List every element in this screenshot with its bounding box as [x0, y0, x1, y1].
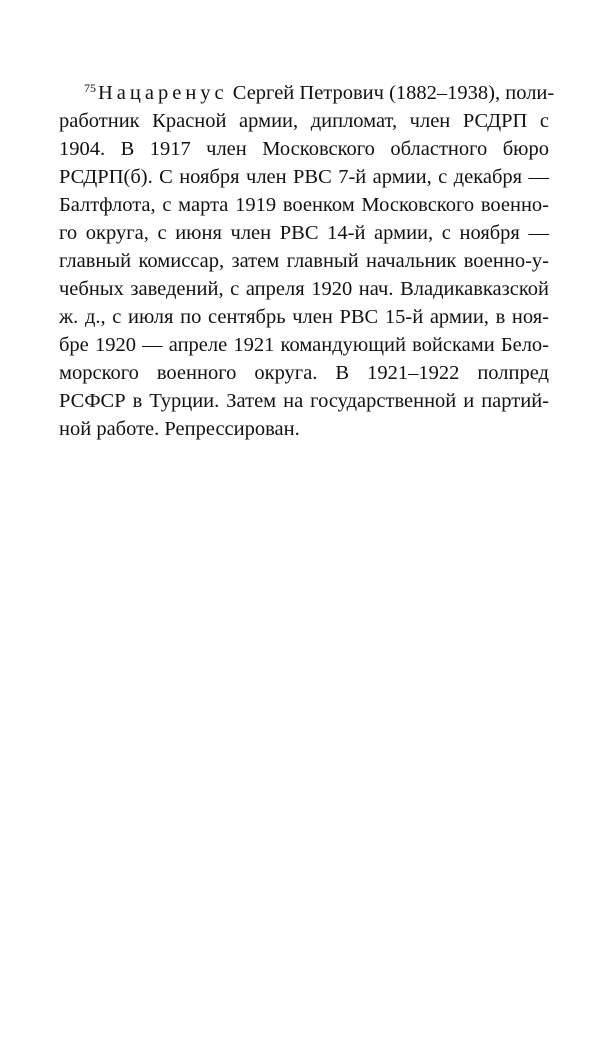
footnote-line-11: морского военного округа. В 1921–1922 полпред	[59, 362, 549, 384]
footnote-line-10: бре 1920 — апреле 1921 командующий войсками Бело-	[59, 334, 549, 356]
footnote-line-1-text: Сергей Петрович (1882–1938), поли-	[227, 82, 555, 104]
footnote-line-12: РСФСР в Турции. Затем на государственной и партий-	[59, 390, 549, 412]
footnote-line-1	[59, 79, 555, 107]
footnote-75	[59, 79, 555, 443]
person-name: Нацаренус	[98, 82, 228, 104]
footnote-line-9: ж. д., с июля по сентябрь член РВС 15-й армии, в ноя-	[59, 306, 549, 328]
footnote-line-7: главный комиссар, затем главный начальник военно-у-	[59, 250, 549, 272]
footnote-line-13: ной работе. Репрессирован.	[59, 418, 300, 440]
footnote-line-4: РСДРП(б). С ноября член РВС 7-й армии, с декабря —	[59, 166, 549, 188]
footnote-line-6: го округа, с июня член РВС 14-й армии, с ноября —	[59, 222, 549, 244]
footnote-marker: 75	[84, 81, 96, 95]
footnote-line-8: чебных заведений, с апреля 1920 нач. Владикавказской	[59, 278, 549, 300]
footnote-line-5: Балтфлота, с марта 1919 военком Московского военно-	[59, 194, 549, 216]
footnote-line-3: 1904. В 1917 член Московского областного бюро	[59, 138, 549, 160]
footnote-line-2: работник Красной армии, дипломат, член РСДРП с	[59, 110, 549, 132]
